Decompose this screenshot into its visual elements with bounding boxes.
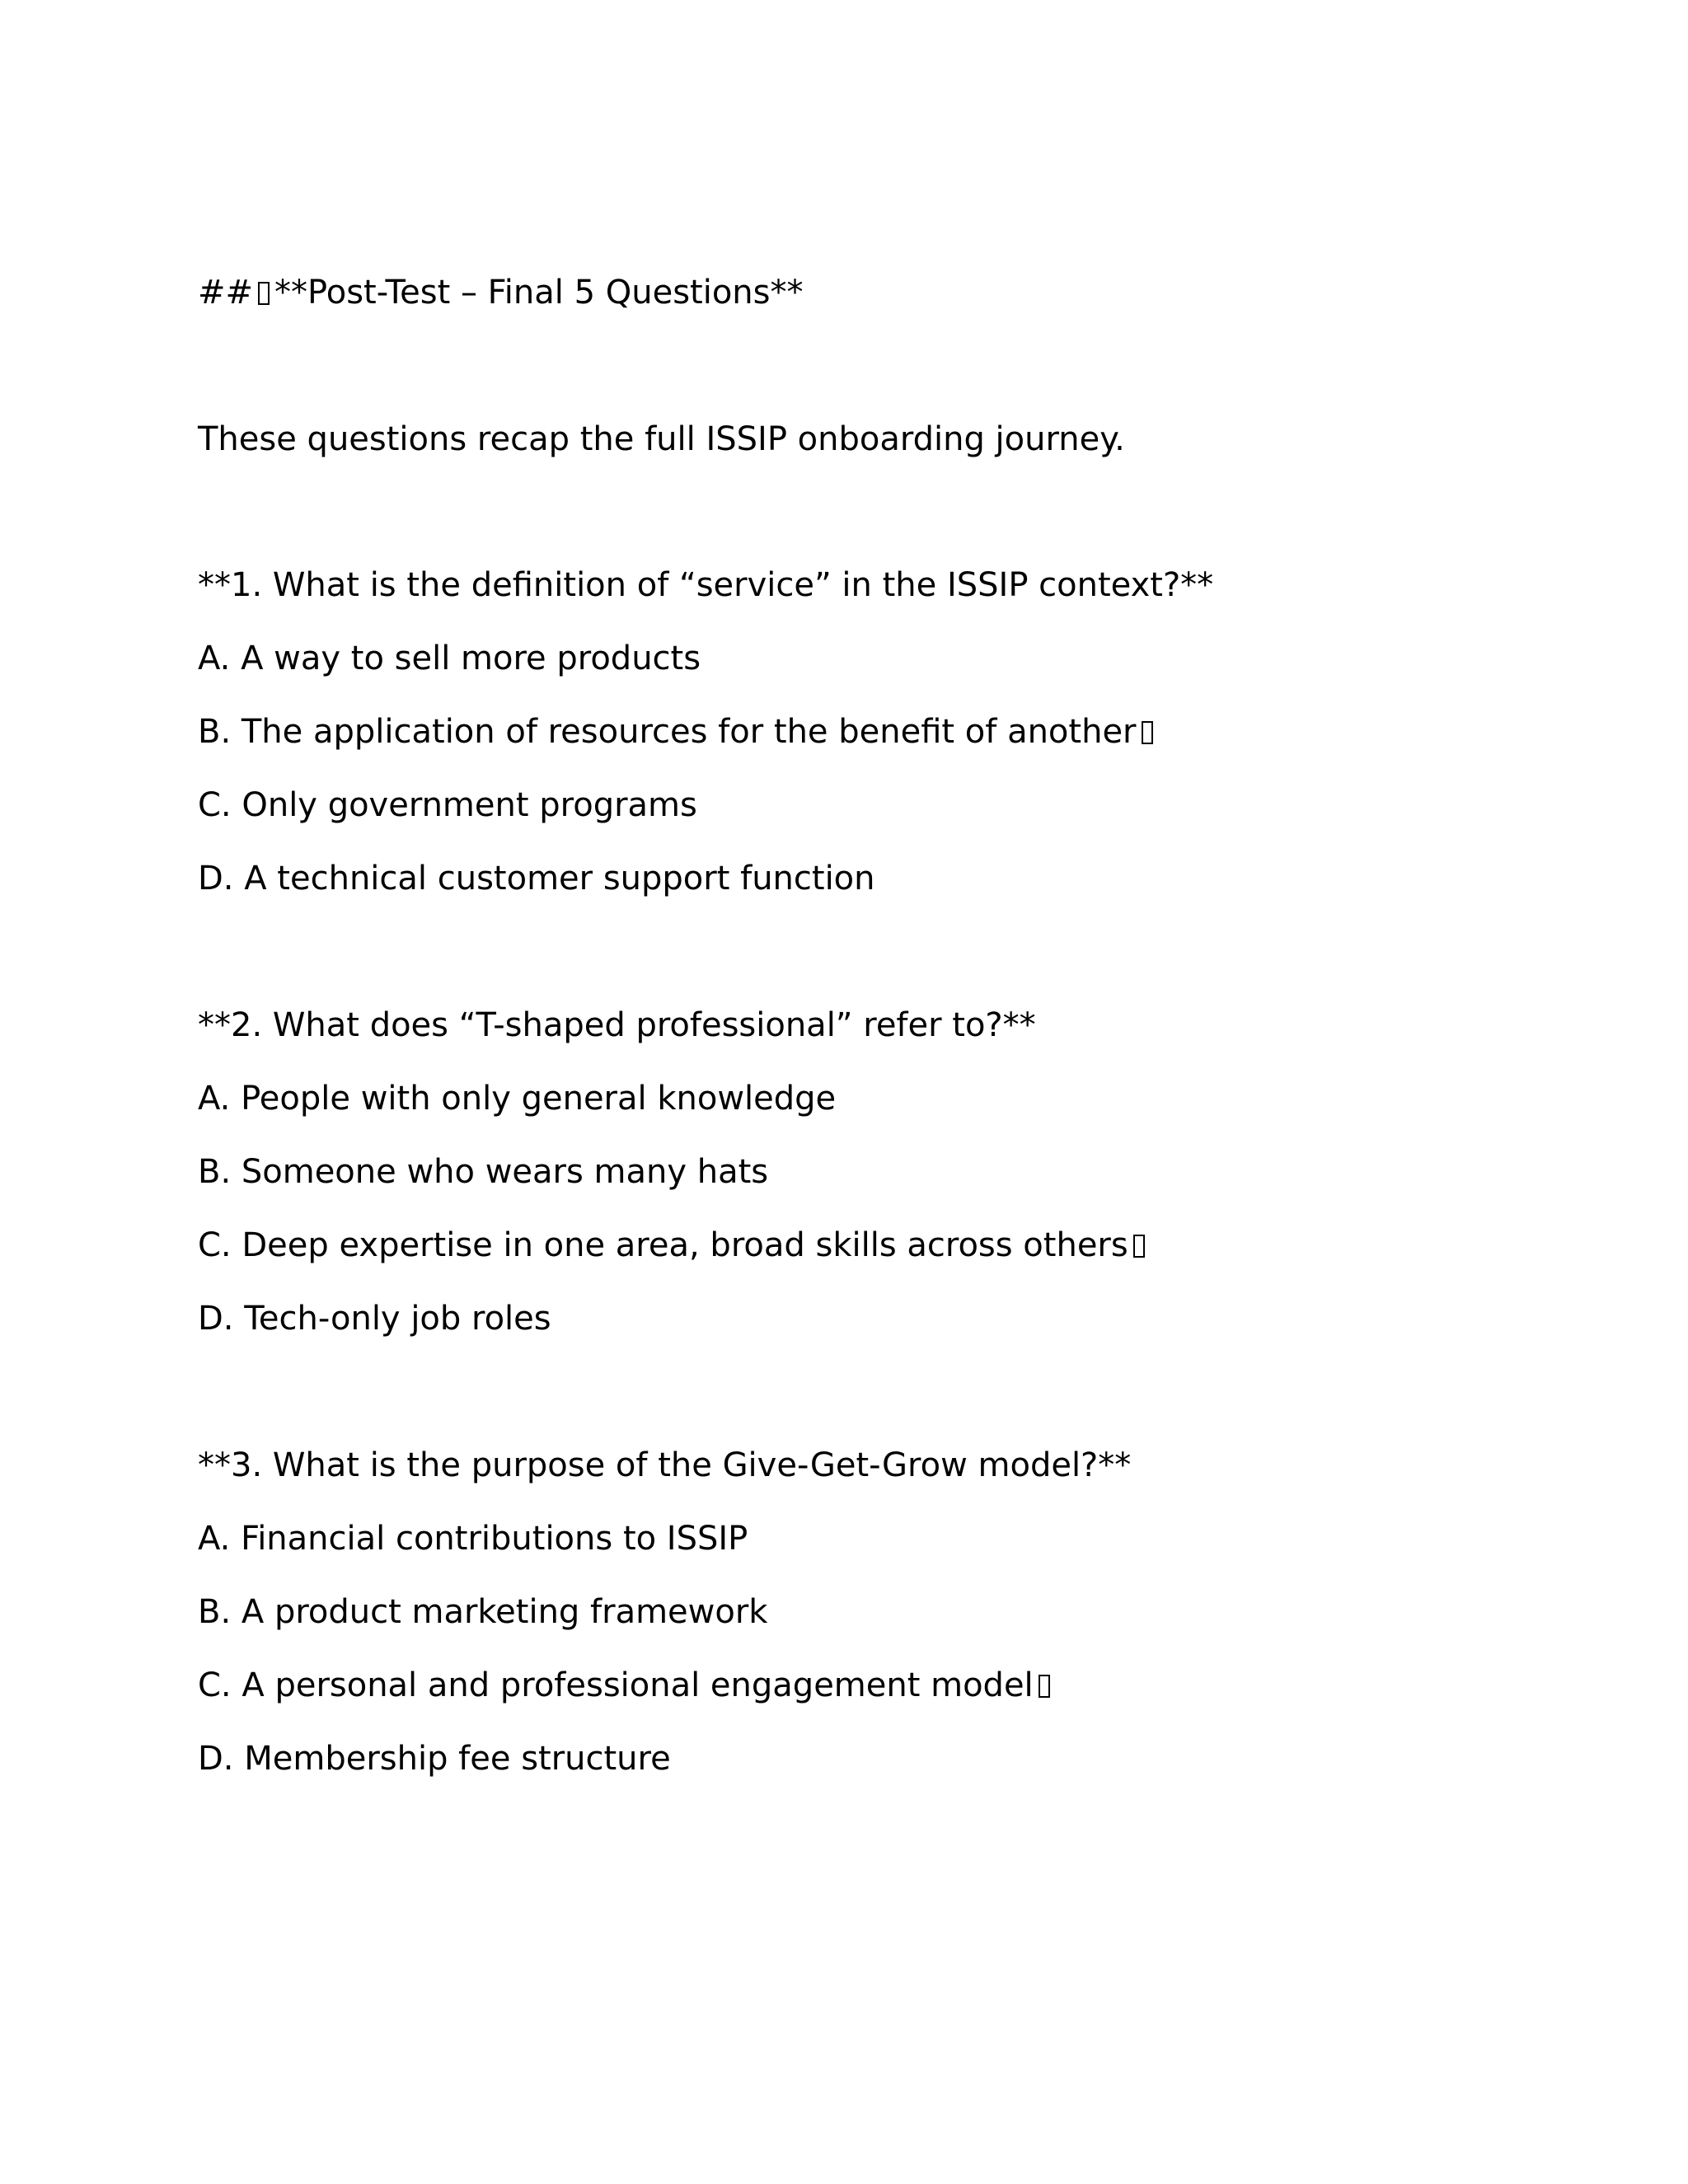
question-3: **3. What is the purpose of the Give-Get-Grow model?** — [198, 1446, 1132, 1484]
q3-option-b: B. A product marketing framework — [198, 1593, 768, 1631]
heading-text: **Post-Test – Final 5 Questions** — [274, 274, 804, 312]
q2-option-d: D. Tech-only job roles — [198, 1300, 551, 1338]
q2-option-c — [198, 1226, 1150, 1265]
q3-option-a: A. Financial contributions to ISSIP — [198, 1520, 748, 1558]
missing-glyph-icon — [258, 282, 270, 305]
q2-option-c-text: C. Deep expertise in one area, broad skills across others — [198, 1226, 1128, 1264]
page-heading — [198, 273, 804, 312]
intro-text: These questions recap the full ISSIP onboarding journey. — [198, 420, 1125, 458]
q3-option-c — [198, 1666, 1055, 1705]
q2-option-b: B. Someone who wears many hats — [198, 1153, 769, 1191]
question-2: **2. What does “T-shaped professional” refer to?** — [198, 1006, 1036, 1044]
q1-option-a: A. A way to sell more products — [198, 640, 701, 677]
q1-option-d: D. A technical customer support function — [198, 860, 875, 898]
q1-option-b — [198, 712, 1158, 752]
q1-option-c: C. Only government programs — [198, 786, 697, 824]
q2-option-a: A. People with only general knowledge — [198, 1080, 837, 1118]
heading-prefix: ## — [198, 274, 254, 312]
correct-mark-icon — [1039, 1675, 1050, 1698]
correct-mark-icon — [1142, 721, 1153, 744]
q1-option-b-text: B. The application of resources for the benefit of another — [198, 713, 1137, 751]
q3-option-c-text: C. A personal and professional engagement model — [198, 1666, 1034, 1704]
q3-option-d: D. Membership fee structure — [198, 1740, 671, 1778]
question-1: **1. What is the definition of “service” in the ISSIP context?** — [198, 566, 1214, 604]
correct-mark-icon — [1133, 1235, 1145, 1258]
